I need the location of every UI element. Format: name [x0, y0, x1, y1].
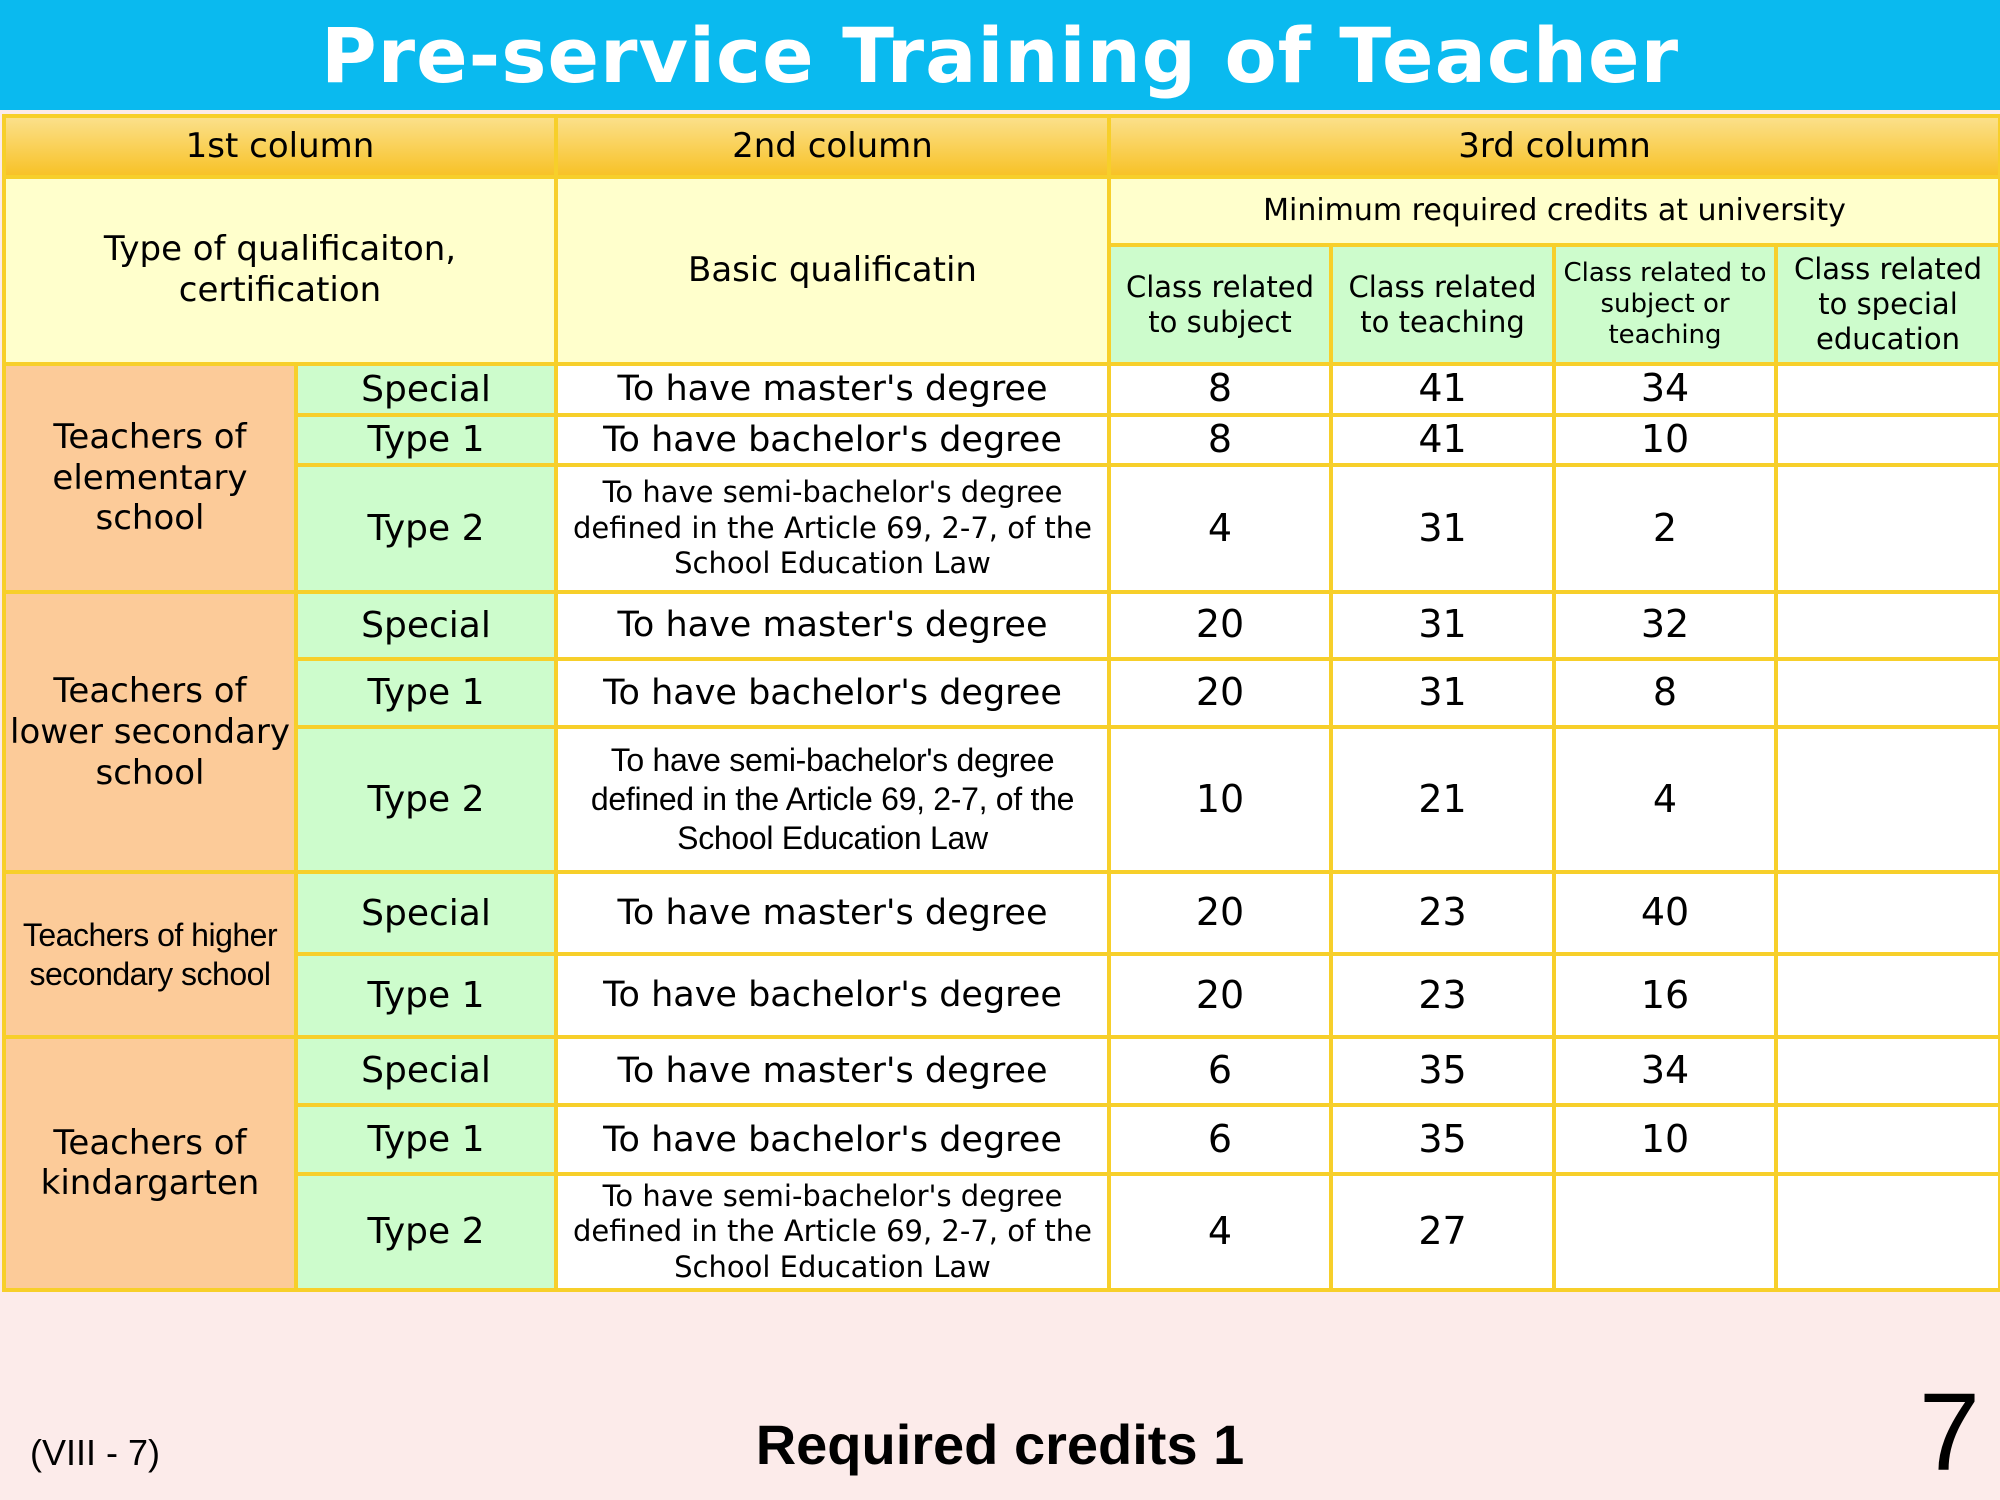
- credits-subject: 20: [1109, 872, 1331, 954]
- credits-special-education: [1776, 1105, 2000, 1174]
- credits-subject: 8: [1109, 364, 1331, 414]
- credits-subject-or-teaching: 10: [1554, 415, 1776, 465]
- credits-subject-or-teaching: [1554, 1174, 1776, 1290]
- credits-subject: 20: [1109, 954, 1331, 1037]
- credits-teaching: 21: [1331, 727, 1554, 872]
- column-label-3rd: 3rd column: [1109, 116, 2000, 177]
- credits-subject: 20: [1109, 659, 1331, 728]
- category-kindergarten: Teachers of kindargarten: [4, 1037, 296, 1290]
- credits-special-education: [1776, 465, 2000, 592]
- basic-qualification-cell: To have bachelor's degree: [556, 659, 1109, 728]
- basic-qualification-cell: To have semi-bachelor's degree defined in the Article 69, 2-7, of the School Education Law: [556, 727, 1109, 872]
- credits-special-education: [1776, 659, 2000, 728]
- credits-subject-or-teaching: 2: [1554, 465, 1776, 592]
- basic-qualification-cell: To have master's degree: [556, 364, 1109, 414]
- header-row-1: [4, 177, 2000, 246]
- credits-subject-or-teaching: 4: [1554, 727, 1776, 872]
- credits-special-education: [1776, 592, 2000, 659]
- slide-code: (VIII - 7): [30, 1432, 161, 1473]
- column-label-row: [4, 116, 2000, 177]
- credits-subject-or-teaching: 34: [1554, 1037, 1776, 1106]
- title-bar: [0, 0, 2000, 110]
- credits-subject-or-teaching: 10: [1554, 1105, 1776, 1174]
- table-row: [4, 364, 2000, 414]
- page-title: Pre-service Training of Teacher: [320, 10, 1680, 100]
- subheader-special-education: Class related to special education: [1776, 245, 2000, 364]
- credits-subject-or-teaching: 16: [1554, 954, 1776, 1037]
- credits-subject: 10: [1109, 727, 1331, 872]
- credits-special-education: [1776, 1174, 2000, 1290]
- credits-subject-or-teaching: 32: [1554, 592, 1776, 659]
- type-cell: Type 1: [296, 659, 556, 728]
- slide-caption: Required credits 1: [755, 1413, 1245, 1476]
- credits-special-education: [1776, 364, 2000, 414]
- table-row: [4, 1105, 2000, 1174]
- category-elementary: Teachers of elementary school: [4, 364, 296, 592]
- table-row: [4, 1037, 2000, 1106]
- basic-qualification-header: Basic qualificatin: [556, 177, 1109, 365]
- credits-subject: 8: [1109, 415, 1331, 465]
- type-cell: Type 2: [296, 465, 556, 592]
- type-cell: Type 1: [296, 954, 556, 1037]
- basic-qualification-cell: To have semi-bachelor's degree defined in the Article 69, 2-7, of the School Education Law: [556, 465, 1109, 592]
- credits-teaching: 41: [1331, 364, 1554, 414]
- basic-qualification-cell: To have master's degree: [556, 1037, 1109, 1106]
- type-cell: Type 2: [296, 1174, 556, 1290]
- credits-subject: 4: [1109, 465, 1331, 592]
- credits-special-education: [1776, 872, 2000, 954]
- subheader-subject: Class related to subject: [1109, 245, 1331, 364]
- table-row: [4, 872, 2000, 954]
- table-row: [4, 592, 2000, 659]
- credits-subject-or-teaching: 34: [1554, 364, 1776, 414]
- type-cell: Type 2: [296, 727, 556, 872]
- credits-teaching: 41: [1331, 415, 1554, 465]
- basic-qualification-cell: To have bachelor's degree: [556, 1105, 1109, 1174]
- column-label-2nd: 2nd column: [556, 116, 1109, 177]
- credits-teaching: 23: [1331, 954, 1554, 1037]
- type-cell: Special: [296, 872, 556, 954]
- credits-special-education: [1776, 415, 2000, 465]
- table-row: [4, 1174, 2000, 1290]
- type-of-qualification-header: Type of qualificaiton, certification: [4, 177, 556, 365]
- type-cell: Special: [296, 1037, 556, 1106]
- credits-subject: 4: [1109, 1174, 1331, 1290]
- subheader-teaching: Class related to teaching: [1331, 245, 1554, 364]
- minimum-credits-header: Minimum required credits at university: [1109, 177, 2000, 246]
- credits-subject-or-teaching: 40: [1554, 872, 1776, 954]
- basic-qualification-cell: To have master's degree: [556, 592, 1109, 659]
- basic-qualification-cell: To have bachelor's degree: [556, 415, 1109, 465]
- table-row: [4, 727, 2000, 872]
- category-higher-secondary: Teachers of higher secondary school: [4, 872, 296, 1036]
- credits-teaching: 31: [1331, 592, 1554, 659]
- credits-subject: 20: [1109, 592, 1331, 659]
- credits-table: [2, 114, 2000, 1292]
- type-cell: Special: [296, 364, 556, 414]
- credits-subject: 6: [1109, 1105, 1331, 1174]
- category-lower-secondary: Teachers of lower secondary school: [4, 592, 296, 872]
- table-row: [4, 659, 2000, 728]
- table-row: [4, 954, 2000, 1037]
- credits-special-education: [1776, 1037, 2000, 1106]
- basic-qualification-cell: To have bachelor's degree: [556, 954, 1109, 1037]
- type-cell: Special: [296, 592, 556, 659]
- credits-teaching: 27: [1331, 1174, 1554, 1290]
- basic-qualification-cell: To have semi-bachelor's degree defined in the Article 69, 2-7, of the School Education Law: [556, 1174, 1109, 1290]
- credits-teaching: 23: [1331, 872, 1554, 954]
- basic-qualification-cell: To have master's degree: [556, 872, 1109, 954]
- column-label-1st: 1st column: [4, 116, 556, 177]
- credits-special-education: [1776, 954, 2000, 1037]
- credits-teaching: 31: [1331, 465, 1554, 592]
- type-cell: Type 1: [296, 415, 556, 465]
- table-row: [4, 465, 2000, 592]
- subheader-subject-or-teaching: Class related to subject or teaching: [1554, 245, 1776, 364]
- type-cell: Type 1: [296, 1105, 556, 1174]
- credits-special-education: [1776, 727, 2000, 872]
- table-row: [4, 415, 2000, 465]
- credits-subject: 6: [1109, 1037, 1331, 1106]
- credits-teaching: 31: [1331, 659, 1554, 728]
- credits-subject-or-teaching: 8: [1554, 659, 1776, 728]
- credits-teaching: 35: [1331, 1105, 1554, 1174]
- credits-teaching: 35: [1331, 1037, 1554, 1106]
- page-number: 7: [1918, 1371, 1980, 1494]
